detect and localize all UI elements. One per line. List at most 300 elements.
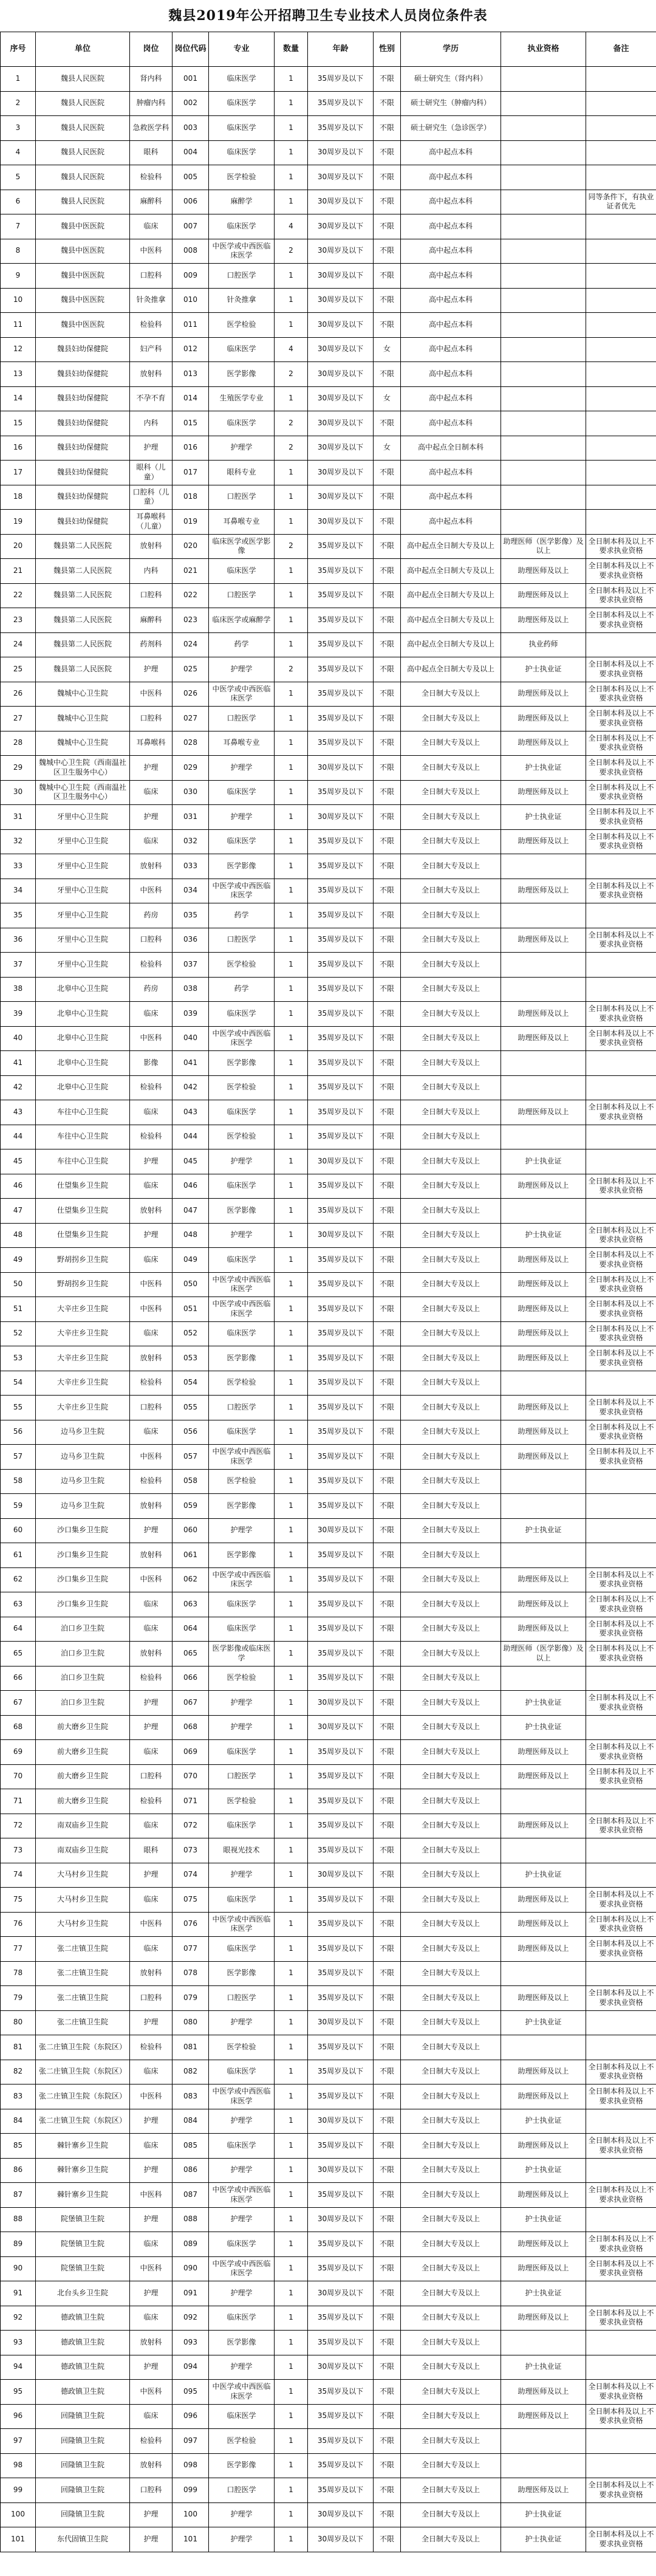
cell-major: 临床医学 [209, 1321, 275, 1346]
cell-qualification [501, 1125, 586, 1149]
cell-unit: 沙口集乡卫生院 [36, 1567, 130, 1592]
cell-age: 35周岁及以下 [308, 1346, 374, 1371]
table-row [1, 1469, 656, 1494]
cell-remark: 全日制本科及以上不要求执业资格 [586, 1174, 656, 1199]
cell-remark [586, 2207, 656, 2232]
cell-quantity: 1 [275, 2035, 308, 2060]
cell-unit: 大马村乡卫生院 [36, 1888, 130, 1913]
cell-major: 中医学或中西医临床医学 [209, 2380, 275, 2405]
cell-index: 18 [1, 485, 36, 510]
table-row [1, 903, 656, 928]
cell-remark: 全日制本科及以上不要求执业资格 [586, 583, 656, 608]
cell-education: 全日制大专及以上 [401, 903, 501, 928]
cell-remark: 全日制本科及以上不要求执业资格 [586, 534, 656, 559]
cell-remark: 全日制本科及以上不要求执业资格 [586, 1764, 656, 1789]
cell-post-code: 023 [173, 608, 209, 633]
cell-post: 口腔科 [130, 1764, 173, 1789]
cell-post: 药房 [130, 977, 173, 1002]
cell-post: 护理 [130, 2207, 173, 2232]
cell-age: 35周岁及以下 [308, 116, 374, 141]
cell-unit: 魏城中心卫生院 [36, 731, 130, 756]
cell-post-code: 050 [173, 1272, 209, 1297]
cell-major: 口腔医学 [209, 707, 275, 731]
cell-gender: 不限 [374, 1297, 401, 1322]
cell-education: 全日制大专及以上 [401, 854, 501, 879]
cell-index: 45 [1, 1149, 36, 1174]
cell-post-code: 045 [173, 1149, 209, 1174]
cell-quantity: 1 [275, 879, 308, 903]
cell-remark [586, 1469, 656, 1494]
cell-quantity: 1 [275, 2429, 308, 2454]
cell-index: 26 [1, 682, 36, 707]
cell-index: 30 [1, 780, 36, 805]
table-row [1, 1789, 656, 1814]
cell-age: 35周岁及以下 [308, 731, 374, 756]
cell-major: 中医学或中西医临床医学 [209, 239, 275, 264]
table-row [1, 2256, 656, 2281]
cell-education: 全日制大专及以上 [401, 2035, 501, 2060]
cell-index: 70 [1, 1764, 36, 1789]
cell-gender: 不限 [374, 1075, 401, 1100]
cell-qualification: 执业药师 [501, 632, 586, 657]
cell-quantity: 1 [275, 1592, 308, 1617]
cell-qualification [501, 903, 586, 928]
cell-post: 麻醉科 [130, 190, 173, 214]
cell-age: 30周岁及以下 [308, 140, 374, 165]
cell-major: 口腔医学 [209, 485, 275, 510]
cell-gender: 不限 [374, 2207, 401, 2232]
table-row [1, 485, 656, 510]
cell-age: 30周岁及以下 [308, 2527, 374, 2552]
cell-quantity: 1 [275, 1764, 308, 1789]
cell-education: 全日制大专及以上 [401, 707, 501, 731]
cell-major: 中医学或中西医临床医学 [209, 1567, 275, 1592]
cell-post-code: 075 [173, 1888, 209, 1913]
cell-post-code: 057 [173, 1445, 209, 1470]
cell-qualification [501, 1543, 586, 1568]
cell-gender: 不限 [374, 1789, 401, 1814]
cell-post: 临床 [130, 1420, 173, 1445]
cell-major: 医学影像 [209, 1051, 275, 1076]
cell-quantity: 1 [275, 264, 308, 289]
cell-quantity: 1 [275, 2158, 308, 2183]
table-row [1, 1740, 656, 1765]
cell-quantity: 1 [275, 1986, 308, 2011]
cell-qualification [501, 91, 586, 116]
cell-quantity: 1 [275, 2331, 308, 2355]
cell-remark: 全日制本科及以上不要求执业资格 [586, 1002, 656, 1027]
cell-index: 74 [1, 1863, 36, 1888]
cell-education: 全日制大专及以上 [401, 1961, 501, 1986]
cell-education: 高中起点全日制本科 [401, 436, 501, 461]
cell-post-code: 015 [173, 411, 209, 436]
cell-major: 护理学 [209, 2109, 275, 2134]
cell-post-code: 101 [173, 2527, 209, 2552]
cell-education: 全日制大专及以上 [401, 1100, 501, 1125]
table-row [1, 2306, 656, 2331]
cell-major: 医学影像 [209, 2331, 275, 2355]
cell-major: 医学检验 [209, 313, 275, 338]
cell-gender: 不限 [374, 2502, 401, 2527]
cell-index: 15 [1, 411, 36, 436]
cell-gender: 不限 [374, 1371, 401, 1396]
cell-post: 护理 [130, 1691, 173, 1716]
cell-education: 全日制大专及以上 [401, 2232, 501, 2257]
cell-major: 临床医学 [209, 140, 275, 165]
cell-qualification: 助理医师及以上 [501, 2232, 586, 2257]
cell-age: 30周岁及以下 [308, 2281, 374, 2306]
cell-index: 21 [1, 559, 36, 584]
cell-qualification: 护士执业证 [501, 657, 586, 682]
cell-qualification: 助理医师及以上 [501, 1002, 586, 1027]
cell-gender: 不限 [374, 1026, 401, 1051]
cell-index: 14 [1, 386, 36, 411]
cell-quantity: 1 [275, 1297, 308, 1322]
cell-post-code: 074 [173, 1863, 209, 1888]
table-row [1, 1223, 656, 1248]
cell-unit: 德政镇卫生院 [36, 2306, 130, 2331]
cell-index: 67 [1, 1691, 36, 1716]
cell-major: 护理学 [209, 2158, 275, 2183]
cell-index: 56 [1, 1420, 36, 1445]
cell-post: 肿瘤内科 [130, 91, 173, 116]
cell-unit: 院堡镇卫生院 [36, 2256, 130, 2281]
table-row [1, 2404, 656, 2429]
cell-age: 35周岁及以下 [308, 1002, 374, 1027]
cell-age: 35周岁及以下 [308, 1543, 374, 1568]
cell-major: 医学检验 [209, 2429, 275, 2454]
cell-post: 临床 [130, 1814, 173, 1838]
header-quantity: 数量 [275, 32, 308, 67]
cell-education: 全日制大专及以上 [401, 2281, 501, 2306]
cell-post-code: 035 [173, 903, 209, 928]
cell-remark [586, 1199, 656, 1224]
cell-quantity: 1 [275, 1396, 308, 1420]
cell-gender: 不限 [374, 461, 401, 485]
cell-age: 30周岁及以下 [308, 165, 374, 190]
cell-gender: 不限 [374, 214, 401, 239]
cell-education: 全日制大专及以上 [401, 2084, 501, 2109]
cell-major: 医学检验 [209, 953, 275, 978]
cell-remark [586, 461, 656, 485]
cell-post-code: 012 [173, 337, 209, 362]
cell-post: 中医科 [130, 2183, 173, 2208]
cell-education: 全日制大专及以上 [401, 1789, 501, 1814]
cell-unit: 大辛庄乡卫生院 [36, 1396, 130, 1420]
cell-major: 护理学 [209, 805, 275, 830]
table-row [1, 1346, 656, 1371]
cell-remark [586, 1715, 656, 1740]
cell-qualification: 助理医师及以上 [501, 559, 586, 584]
cell-remark [586, 386, 656, 411]
cell-index: 25 [1, 657, 36, 682]
cell-remark [586, 2158, 656, 2183]
cell-gender: 不限 [374, 510, 401, 535]
cell-index: 60 [1, 1518, 36, 1543]
cell-quantity: 1 [275, 731, 308, 756]
cell-education: 高中起点本科 [401, 214, 501, 239]
cell-major: 临床医学或医学影像 [209, 534, 275, 559]
cell-post-code: 073 [173, 1838, 209, 1863]
cell-major: 医学影像或临床医学 [209, 1642, 275, 1667]
cell-remark: 全日制本科及以上不要求执业资格 [586, 2478, 656, 2503]
cell-qualification [501, 1371, 586, 1396]
cell-post-code: 083 [173, 2084, 209, 2109]
cell-age: 35周岁及以下 [308, 1764, 374, 1789]
cell-quantity: 1 [275, 1174, 308, 1199]
cell-post-code: 091 [173, 2281, 209, 2306]
cell-gender: 不限 [374, 2404, 401, 2429]
cell-index: 40 [1, 1026, 36, 1051]
cell-quantity: 2 [275, 657, 308, 682]
cell-unit: 魏县人民医院 [36, 67, 130, 92]
cell-age: 35周岁及以下 [308, 1494, 374, 1519]
header-gender: 性别 [374, 32, 401, 67]
table-row [1, 1838, 656, 1863]
cell-quantity: 1 [275, 2232, 308, 2257]
cell-major: 临床医学 [209, 1002, 275, 1027]
cell-index: 13 [1, 362, 36, 387]
cell-unit: 牙里中心卫生院 [36, 928, 130, 953]
cell-gender: 不限 [374, 2134, 401, 2159]
cell-post-code: 092 [173, 2306, 209, 2331]
cell-post: 中医科 [130, 1445, 173, 1470]
cell-quantity: 1 [275, 1789, 308, 1814]
table-row [1, 2380, 656, 2405]
table-row [1, 2527, 656, 2552]
cell-quantity: 1 [275, 510, 308, 535]
cell-post-code: 100 [173, 2502, 209, 2527]
cell-major: 耳鼻喉专业 [209, 731, 275, 756]
table-row [1, 1937, 656, 1962]
cell-gender: 不限 [374, 1100, 401, 1125]
cell-post-code: 053 [173, 1346, 209, 1371]
table-row [1, 1174, 656, 1199]
cell-post: 中医科 [130, 2084, 173, 2109]
cell-quantity: 2 [275, 362, 308, 387]
cell-education: 全日制大专及以上 [401, 1396, 501, 1420]
cell-quantity: 1 [275, 1888, 308, 1913]
cell-unit: 牙里中心卫生院 [36, 879, 130, 903]
cell-qualification: 助理医师及以上 [501, 1986, 586, 2011]
cell-gender: 不限 [374, 977, 401, 1002]
cell-major: 临床医学 [209, 1617, 275, 1642]
cell-post-code: 040 [173, 1026, 209, 1051]
cell-remark [586, 1838, 656, 1863]
cell-post-code: 095 [173, 2380, 209, 2405]
cell-qualification: 助理医师及以上 [501, 1445, 586, 1470]
cell-index: 17 [1, 461, 36, 485]
cell-remark [586, 1789, 656, 1814]
cell-quantity: 2 [275, 436, 308, 461]
cell-gender: 不限 [374, 1002, 401, 1027]
cell-education: 全日制大专及以上 [401, 1174, 501, 1199]
cell-education: 全日制大专及以上 [401, 1814, 501, 1838]
cell-remark: 全日制本科及以上不要求执业资格 [586, 1396, 656, 1420]
cell-qualification [501, 461, 586, 485]
cell-education: 硕士研究生（急诊医学） [401, 116, 501, 141]
cell-unit: 魏县妇幼保健院 [36, 337, 130, 362]
cell-remark: 全日制本科及以上不要求执业资格 [586, 1297, 656, 1322]
cell-post-code: 098 [173, 2453, 209, 2478]
cell-gender: 不限 [374, 2306, 401, 2331]
cell-post: 检验科 [130, 313, 173, 338]
cell-post-code: 026 [173, 682, 209, 707]
cell-index: 59 [1, 1494, 36, 1519]
cell-quantity: 1 [275, 2527, 308, 2552]
cell-quantity: 1 [275, 632, 308, 657]
cell-post-code: 031 [173, 805, 209, 830]
cell-remark [586, 953, 656, 978]
table-row [1, 2134, 656, 2159]
cell-remark [586, 903, 656, 928]
cell-education: 全日制大专及以上 [401, 1691, 501, 1716]
cell-unit: 张二庄镇卫生院（东院区） [36, 2109, 130, 2134]
cell-major: 中医学或中西医临床医学 [209, 1272, 275, 1297]
cell-remark: 全日制本科及以上不要求执业资格 [586, 805, 656, 830]
cell-unit: 大马村乡卫生院 [36, 1863, 130, 1888]
cell-major: 医学影像 [209, 1543, 275, 1568]
cell-age: 35周岁及以下 [308, 1420, 374, 1445]
cell-post: 检验科 [130, 1125, 173, 1149]
cell-age: 35周岁及以下 [308, 1986, 374, 2011]
cell-post: 中医科 [130, 239, 173, 264]
cell-post: 护理 [130, 436, 173, 461]
cell-remark: 全日制本科及以上不要求执业资格 [586, 2084, 656, 2109]
cell-unit: 棘针寨乡卫生院 [36, 2134, 130, 2159]
cell-index: 81 [1, 2035, 36, 2060]
cell-post-code: 016 [173, 436, 209, 461]
table-row [1, 2183, 656, 2208]
cell-major: 中医学或中西医临床医学 [209, 1297, 275, 1322]
cell-quantity: 1 [275, 1321, 308, 1346]
cell-age: 35周岁及以下 [308, 1297, 374, 1322]
cell-age: 35周岁及以下 [308, 1272, 374, 1297]
table-row [1, 1396, 656, 1420]
cell-remark [586, 1494, 656, 1519]
cell-education: 高中起点本科 [401, 190, 501, 214]
cell-unit: 边马乡卫生院 [36, 1494, 130, 1519]
cell-age: 35周岁及以下 [308, 1888, 374, 1913]
cell-gender: 不限 [374, 953, 401, 978]
cell-index: 38 [1, 977, 36, 1002]
table-row [1, 1199, 656, 1224]
cell-post-code: 027 [173, 707, 209, 731]
cell-age: 30周岁及以下 [308, 2355, 374, 2380]
table-row [1, 190, 656, 214]
table-row [1, 2281, 656, 2306]
cell-unit: 北台头乡卫生院 [36, 2281, 130, 2306]
cell-gender: 不限 [374, 1518, 401, 1543]
cell-remark: 全日制本科及以上不要求执业资格 [586, 2060, 656, 2084]
cell-gender: 不限 [374, 657, 401, 682]
cell-qualification [501, 1961, 586, 1986]
cell-qualification: 助理医师及以上 [501, 1888, 586, 1913]
cell-major: 中医学或中西医临床医学 [209, 682, 275, 707]
table-row [1, 657, 656, 682]
cell-age: 35周岁及以下 [308, 1814, 374, 1838]
cell-age: 30周岁及以下 [308, 461, 374, 485]
cell-qualification: 助理医师及以上 [501, 1592, 586, 1617]
cell-unit: 魏县妇幼保健院 [36, 386, 130, 411]
cell-index: 58 [1, 1469, 36, 1494]
cell-major: 口腔医学 [209, 2478, 275, 2503]
cell-unit: 德政镇卫生院 [36, 2331, 130, 2355]
cell-quantity: 1 [275, 1567, 308, 1592]
cell-quantity: 1 [275, 780, 308, 805]
cell-quantity: 1 [275, 682, 308, 707]
cell-remark [586, 1051, 656, 1076]
cell-post-code: 060 [173, 1518, 209, 1543]
cell-post: 放射科 [130, 1543, 173, 1568]
cell-quantity: 1 [275, 977, 308, 1002]
cell-age: 35周岁及以下 [308, 1912, 374, 1937]
cell-quantity: 1 [275, 1051, 308, 1076]
cell-age: 30周岁及以下 [308, 1149, 374, 1174]
cell-unit: 院堡镇卫生院 [36, 2232, 130, 2257]
cell-gender: 不限 [374, 2232, 401, 2257]
cell-major: 医学检验 [209, 165, 275, 190]
table-row [1, 1617, 656, 1642]
cell-unit: 院堡镇卫生院 [36, 2207, 130, 2232]
cell-post: 放射科 [130, 1961, 173, 1986]
cell-index: 2 [1, 91, 36, 116]
cell-remark: 全日制本科及以上不要求执业资格 [586, 1691, 656, 1716]
cell-quantity: 1 [275, 485, 308, 510]
cell-gender: 不限 [374, 682, 401, 707]
cell-age: 35周岁及以下 [308, 682, 374, 707]
cell-age: 35周岁及以下 [308, 1642, 374, 1667]
cell-post: 药剂科 [130, 632, 173, 657]
cell-age: 35周岁及以下 [308, 534, 374, 559]
cell-qualification: 助理医师及以上 [501, 731, 586, 756]
cell-index: 10 [1, 288, 36, 313]
cell-post: 眼科 [130, 140, 173, 165]
cell-remark [586, 1125, 656, 1149]
table-header-row [1, 32, 656, 67]
table-row [1, 337, 656, 362]
cell-unit: 魏县第二人民医院 [36, 657, 130, 682]
cell-post: 临床 [130, 2134, 173, 2159]
cell-post: 护理 [130, 2527, 173, 2552]
cell-quantity: 1 [275, 1715, 308, 1740]
cell-post: 临床 [130, 1248, 173, 1273]
cell-gender: 不限 [374, 1445, 401, 1470]
header-unit: 单位 [36, 32, 130, 67]
cell-post: 护理 [130, 805, 173, 830]
cell-index: 91 [1, 2281, 36, 2306]
cell-gender: 不限 [374, 1715, 401, 1740]
cell-post: 护理 [130, 1518, 173, 1543]
cell-education: 全日制大专及以上 [401, 1764, 501, 1789]
cell-age: 30周岁及以下 [308, 1715, 374, 1740]
cell-quantity: 1 [275, 2060, 308, 2084]
cell-remark: 全日制本科及以上不要求执业资格 [586, 1888, 656, 1913]
cell-major: 护理学 [209, 2281, 275, 2306]
cell-quantity: 1 [275, 1937, 308, 1962]
cell-unit: 魏城中心卫生院 [36, 682, 130, 707]
cell-education: 高中起点本科 [401, 337, 501, 362]
cell-quantity: 1 [275, 1371, 308, 1396]
cell-post-code: 043 [173, 1100, 209, 1125]
cell-education: 全日制大专及以上 [401, 1199, 501, 1224]
cell-quantity: 1 [275, 140, 308, 165]
cell-quantity: 1 [275, 1666, 308, 1691]
cell-quantity: 1 [275, 1642, 308, 1667]
cell-index: 47 [1, 1199, 36, 1224]
cell-age: 30周岁及以下 [308, 2109, 374, 2134]
cell-index: 27 [1, 707, 36, 731]
